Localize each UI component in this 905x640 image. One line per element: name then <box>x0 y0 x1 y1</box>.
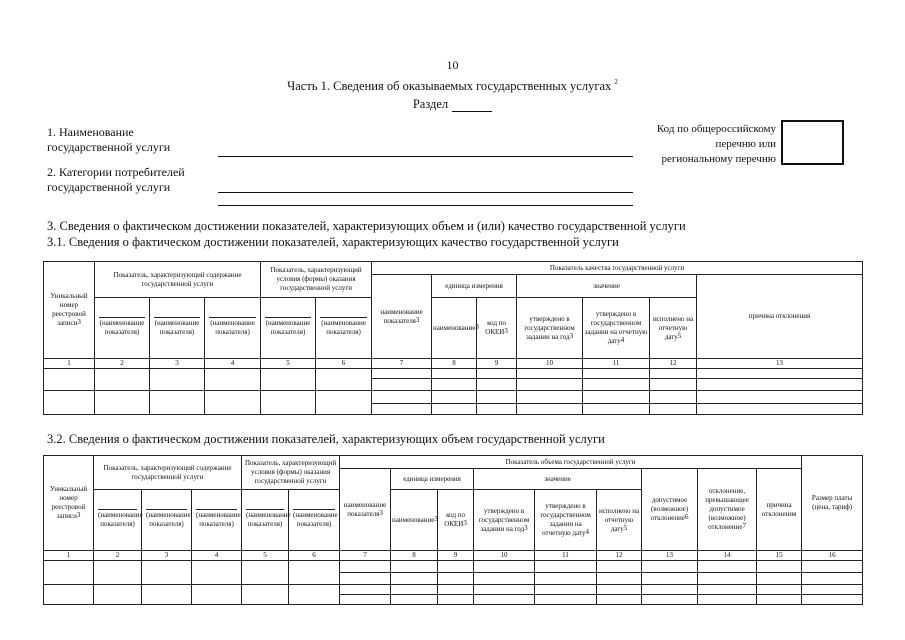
t1-col-number: 13 <box>697 359 863 369</box>
t1-cell[interactable] <box>432 391 477 404</box>
t1-header-unit-name: наименование3 <box>432 298 477 359</box>
t1-cell[interactable] <box>372 369 432 379</box>
t1-cell[interactable] <box>261 369 316 391</box>
registry-code-label-line1: Код по общероссийскому <box>656 123 776 135</box>
t2-cell[interactable] <box>94 585 142 605</box>
t2-cell[interactable] <box>438 585 474 595</box>
t1-col-number: 12 <box>650 359 697 369</box>
t2-cell[interactable] <box>802 595 863 605</box>
t2-header-okei: код по ОКЕИ3 <box>438 490 474 551</box>
t1-col-number: 5 <box>261 359 316 369</box>
t1-sub-conditions-1: (наименование показателя) <box>261 298 316 359</box>
t2-cell[interactable] <box>698 595 757 605</box>
t1-header-conditions: Показатель, характеризующий условия (формы) оказания государственной услуги <box>261 262 372 298</box>
t2-sub-conditions-1: (наименование показателя) <box>242 490 289 551</box>
t2-cell[interactable] <box>802 561 863 573</box>
t2-col-number: 15 <box>757 551 802 561</box>
t1-cell[interactable] <box>477 369 517 379</box>
t2-cell[interactable] <box>642 595 698 605</box>
t1-header-content: Показатель, характеризующий содержание государственной услуги <box>95 262 261 298</box>
t1-cell[interactable] <box>583 404 650 415</box>
heading-3: 3. Сведения о фактическом достижении показателей, характеризующих объем и (или) качество государственной услуги <box>47 219 686 233</box>
t2-cell[interactable] <box>94 561 142 585</box>
t1-cell[interactable] <box>517 404 583 415</box>
t2-cell[interactable] <box>802 585 863 595</box>
t2-header-unique: Уникальный номер реестровой записи3 <box>44 456 94 551</box>
t2-sub-content-1: (наименование показателя) <box>94 490 142 551</box>
t2-cell[interactable] <box>597 573 642 585</box>
service-name-label-line2: государственной услуги <box>47 140 171 154</box>
t2-cell[interactable] <box>535 561 597 573</box>
t1-cell[interactable] <box>517 391 583 404</box>
service-name-label <box>47 125 170 155</box>
consumer-category-label-line1: 2. Категории потребителей <box>47 165 185 179</box>
t1-cell[interactable] <box>583 379 650 391</box>
t2-cell[interactable] <box>142 585 192 605</box>
t1-cell[interactable] <box>650 404 697 415</box>
t2-cell[interactable] <box>535 573 597 585</box>
t2-cell[interactable] <box>698 573 757 585</box>
t2-col-number: 7 <box>340 551 391 561</box>
section-line <box>0 97 905 112</box>
t2-cell[interactable] <box>642 585 698 595</box>
t2-cell[interactable] <box>142 561 192 585</box>
t2-cell[interactable] <box>340 573 391 585</box>
t2-header-executed: исполнено на отчетную дату5 <box>597 490 642 551</box>
t2-cell[interactable] <box>192 585 242 605</box>
t1-col-number: 9 <box>477 359 517 369</box>
t1-cell[interactable] <box>44 391 95 415</box>
t1-cell[interactable] <box>150 369 205 391</box>
t1-cell[interactable] <box>650 391 697 404</box>
t1-cell[interactable] <box>697 404 863 415</box>
t2-col-number: 13 <box>642 551 698 561</box>
t1-cell[interactable] <box>316 391 372 415</box>
t2-header-indicator-name: наименование показателя3 <box>340 469 391 551</box>
t2-header-approved-year: утверждено в государственном задании на год3 <box>474 490 535 551</box>
section-label: Раздел <box>412 97 449 111</box>
table-row[interactable] <box>44 561 863 573</box>
t2-header-unit: единица измерения <box>391 469 474 490</box>
section-number-blank[interactable] <box>452 101 492 112</box>
t1-cell[interactable] <box>205 369 261 391</box>
registry-code-label-line2: перечню или <box>715 138 776 150</box>
t1-col-number: 10 <box>517 359 583 369</box>
t2-header-allowed: допустимое (возможное) отклонение6 <box>642 469 698 551</box>
t1-cell[interactable] <box>697 379 863 391</box>
t1-cell[interactable] <box>517 369 583 379</box>
t2-cell[interactable] <box>535 595 597 605</box>
t1-cell[interactable] <box>697 369 863 379</box>
t1-number-row <box>44 359 863 369</box>
t1-cell[interactable] <box>477 379 517 391</box>
registry-code-label <box>618 122 776 167</box>
t1-cell[interactable] <box>150 391 205 415</box>
t2-cell[interactable] <box>474 573 535 585</box>
t1-cell[interactable] <box>261 391 316 415</box>
t1-col-number: 3 <box>150 359 205 369</box>
t2-cell[interactable] <box>44 585 94 605</box>
service-name-field[interactable] <box>218 156 633 157</box>
t2-cell[interactable] <box>340 595 391 605</box>
t2-cell[interactable] <box>391 595 438 605</box>
t2-cell[interactable] <box>289 585 340 605</box>
t1-cell[interactable] <box>432 404 477 415</box>
t2-header-reason: причина отклонения <box>757 469 802 551</box>
t1-cell[interactable] <box>95 391 150 415</box>
t1-header-unit: единица измерения <box>432 275 517 298</box>
t1-sub-conditions-2: (наименование показателя) <box>316 298 372 359</box>
t2-header-fee: Размер платы (цена, тариф) <box>802 456 863 551</box>
t2-sub-conditions-2: (наименование показателя) <box>289 490 340 551</box>
t2-cell[interactable] <box>597 595 642 605</box>
t2-col-number: 11 <box>535 551 597 561</box>
t1-col-number: 1 <box>44 359 95 369</box>
t1-col-number: 2 <box>95 359 150 369</box>
t2-cell[interactable] <box>391 573 438 585</box>
t2-sub-content-3: (наименование показателя) <box>192 490 242 551</box>
t2-cell[interactable] <box>438 573 474 585</box>
t1-cell[interactable] <box>650 379 697 391</box>
t2-cell[interactable] <box>242 561 289 585</box>
t2-header-approved-date: утверждено в государственном задании на отчетную дату4 <box>535 490 597 551</box>
table-row[interactable] <box>44 391 863 404</box>
t2-cell[interactable] <box>642 561 698 573</box>
t1-cell[interactable] <box>372 391 432 404</box>
table-row[interactable] <box>44 585 863 595</box>
t2-col-number: 3 <box>142 551 192 561</box>
t1-cell[interactable] <box>477 391 517 404</box>
t2-col-number: 10 <box>474 551 535 561</box>
t2-cell[interactable] <box>340 561 391 573</box>
t1-col-number: 6 <box>316 359 372 369</box>
t1-cell[interactable] <box>432 379 477 391</box>
t1-sub-content-2: (наименование показателя) <box>150 298 205 359</box>
t1-sub-content-3: (наименование показателя) <box>205 298 261 359</box>
t1-cell[interactable] <box>517 379 583 391</box>
t1-cell[interactable] <box>583 369 650 379</box>
t1-col-number: 7 <box>372 359 432 369</box>
t2-cell[interactable] <box>474 585 535 595</box>
t1-col-number: 11 <box>583 359 650 369</box>
t2-col-number: 12 <box>597 551 642 561</box>
t2-cell[interactable] <box>597 585 642 595</box>
volume-indicators-table <box>43 455 863 605</box>
t1-header-executed: исполнено на отчетную дату5 <box>650 298 697 359</box>
registry-code-box[interactable] <box>781 120 844 165</box>
t2-cell[interactable] <box>757 573 802 585</box>
t2-cell[interactable] <box>44 561 94 585</box>
t1-cell[interactable] <box>697 391 863 404</box>
t2-cell[interactable] <box>340 585 391 595</box>
t1-cell[interactable] <box>432 369 477 379</box>
t1-header-reason: причина отклонения <box>697 275 863 359</box>
t1-cell[interactable] <box>650 369 697 379</box>
heading-3-1: 3.1. Сведения о фактическом достижении показателей, характеризующих качество государственной услуги <box>47 235 619 249</box>
t2-header-exceeding: отклонение, превышающее допустимое (возможное) отклонение7 <box>698 469 757 551</box>
t1-header-quality: Показатель качества государственной услуги <box>372 262 863 275</box>
registry-code-label-line3: региональному перечню <box>661 153 776 165</box>
t2-cell[interactable] <box>391 585 438 595</box>
t1-cell[interactable] <box>372 404 432 415</box>
t2-col-number: 6 <box>289 551 340 561</box>
part-title-text: Часть 1. Сведения об оказываемых государственных услугах <box>287 79 612 93</box>
t2-header-value: значение <box>474 469 642 490</box>
t2-col-number: 4 <box>192 551 242 561</box>
t2-cell[interactable] <box>474 561 535 573</box>
t2-col-number: 5 <box>242 551 289 561</box>
t2-cell[interactable] <box>698 585 757 595</box>
t2-cell[interactable] <box>242 585 289 605</box>
t2-header-content: Показатель, характеризующий содержание государственной услуги <box>94 456 242 490</box>
consumer-category-label-line2: государственной услуги <box>47 180 171 194</box>
t2-header-unit-name: наименование3 <box>391 490 438 551</box>
t2-header-volume: Показатель объема государственной услуги <box>340 456 802 469</box>
t1-col-number: 8 <box>432 359 477 369</box>
t2-header-conditions: Показатель, характеризующий условия (формы) оказания государственной услуги <box>242 456 340 490</box>
t1-cell[interactable] <box>372 379 432 391</box>
t2-col-number: 2 <box>94 551 142 561</box>
t2-cell[interactable] <box>192 561 242 585</box>
t2-col-number: 16 <box>802 551 863 561</box>
consumer-category-field-line1[interactable] <box>218 192 633 193</box>
t2-cell[interactable] <box>289 561 340 585</box>
table-row[interactable] <box>44 369 863 379</box>
t1-cell[interactable] <box>583 391 650 404</box>
t1-cell[interactable] <box>316 369 372 391</box>
t2-cell[interactable] <box>535 585 597 595</box>
t2-cell[interactable] <box>757 585 802 595</box>
t2-col-number: 8 <box>391 551 438 561</box>
t1-header-okei: код по ОКЕИ3 <box>477 298 517 359</box>
t1-col-number: 4 <box>205 359 261 369</box>
part-title-footnote: 2 <box>614 78 618 86</box>
t2-number-row <box>44 551 863 561</box>
consumer-category-label <box>47 165 185 195</box>
t2-cell[interactable] <box>391 561 438 573</box>
t2-cell[interactable] <box>438 595 474 605</box>
part-title <box>0 79 905 94</box>
t1-cell[interactable] <box>44 369 95 391</box>
t2-cell[interactable] <box>474 595 535 605</box>
t1-cell[interactable] <box>477 404 517 415</box>
t2-cell[interactable] <box>438 561 474 573</box>
t2-cell[interactable] <box>757 595 802 605</box>
t2-cell[interactable] <box>802 573 863 585</box>
heading-3-2: 3.2. Сведения о фактическом достижении показателей, характеризующих объем государственной услуги <box>47 432 605 446</box>
t1-cell[interactable] <box>95 369 150 391</box>
t2-col-number: 9 <box>438 551 474 561</box>
page-number: 10 <box>446 58 459 72</box>
t2-cell[interactable] <box>698 561 757 573</box>
t1-sub-content-1: (наименование показателя) <box>95 298 150 359</box>
t2-cell[interactable] <box>757 561 802 573</box>
t2-sub-content-2: (наименование показателя) <box>142 490 192 551</box>
t2-cell[interactable] <box>597 561 642 573</box>
t1-header-indicator-name: наименование показателя3 <box>372 275 432 359</box>
t1-cell[interactable] <box>205 391 261 415</box>
t2-col-number: 14 <box>698 551 757 561</box>
quality-indicators-table <box>43 261 863 415</box>
service-name-label-line1: 1. Наименование <box>47 125 134 139</box>
t1-header-unique: Уникальный номер реестровой записи3 <box>44 262 95 359</box>
consumer-category-field-line2[interactable] <box>218 205 633 206</box>
t2-cell[interactable] <box>642 573 698 585</box>
t1-header-approved-date: утверждено в государственном задании на отчетную дату4 <box>583 298 650 359</box>
t2-col-number: 1 <box>44 551 94 561</box>
t1-header-approved-year: утверждено в государственном задании на год3 <box>517 298 583 359</box>
t1-header-value: значение <box>517 275 697 298</box>
